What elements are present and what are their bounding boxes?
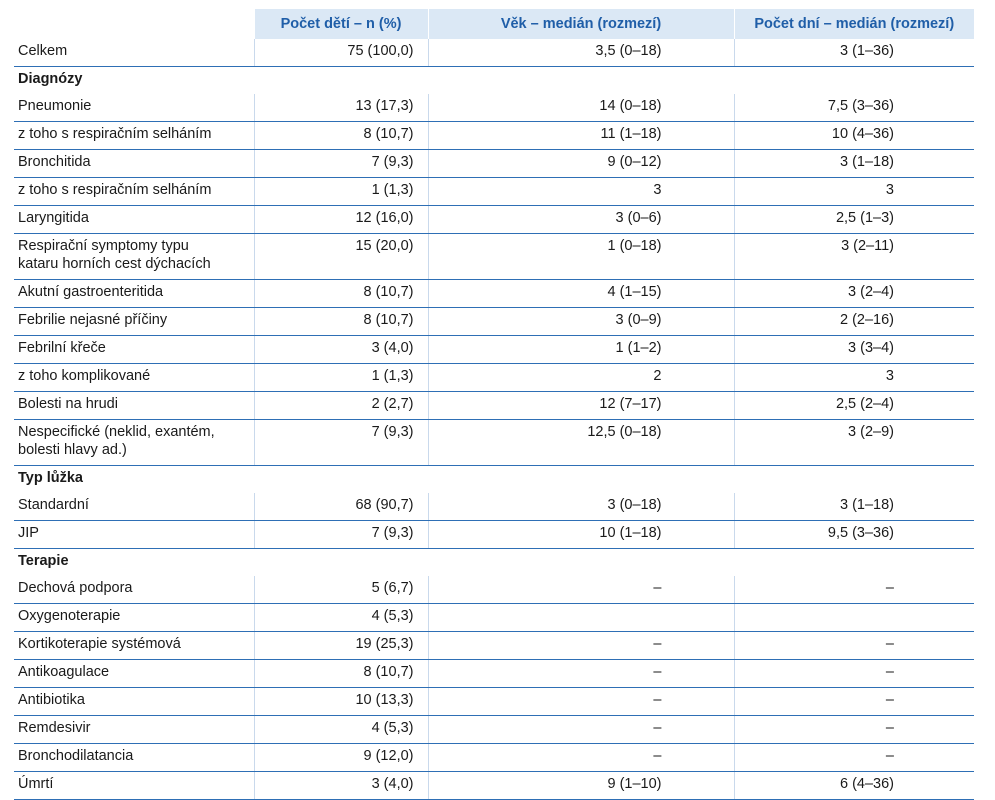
days-cell: 2 (2–16) xyxy=(734,308,974,336)
header-count-column: Počet dětí – n (%) xyxy=(254,9,428,39)
table-row xyxy=(14,420,974,466)
days-cell: 2,5 (2–4) xyxy=(734,392,974,420)
table-row xyxy=(14,94,974,122)
table-row xyxy=(14,280,974,308)
count-cell: 8 (10,7) xyxy=(254,660,428,688)
section-row xyxy=(14,67,974,95)
count-cell: 7 (9,3) xyxy=(254,420,428,466)
count-cell: 9 (12,0) xyxy=(254,744,428,772)
days-cell: 2,5 (1–3) xyxy=(734,206,974,234)
age-cell: 3 (0–9) xyxy=(428,308,734,336)
row-label: Antibiotika xyxy=(14,688,254,716)
age-cell: – xyxy=(428,632,734,660)
days-cell: 7,5 (3–36) xyxy=(734,94,974,122)
age-cell: 3,5 (0–18) xyxy=(428,39,734,67)
row-label: Bronchitida xyxy=(14,150,254,178)
table-row xyxy=(14,716,974,744)
days-cell: 6 (4–36) xyxy=(734,772,974,800)
count-cell: 15 (20,0) xyxy=(254,234,428,280)
section-blank-cell xyxy=(428,466,734,494)
row-label: Bolesti na hrudi xyxy=(14,392,254,420)
row-label-line: bolesti hlavy ad.) xyxy=(18,442,127,458)
age-cell: – xyxy=(428,688,734,716)
count-cell: 10 (13,3) xyxy=(254,688,428,716)
age-cell: 1 (1–2) xyxy=(428,336,734,364)
table-body xyxy=(14,39,974,800)
age-cell: 11 (1–18) xyxy=(428,122,734,150)
days-cell: 3 (2–4) xyxy=(734,280,974,308)
row-label: Kortikoterapie systémová xyxy=(14,632,254,660)
section-blank-cell xyxy=(734,466,974,494)
count-cell: 5 (6,7) xyxy=(254,576,428,604)
row-label: Dechová podpora xyxy=(14,576,254,604)
row-label: Antikoagulace xyxy=(14,660,254,688)
count-cell: 75 (100,0) xyxy=(254,39,428,67)
days-cell: 3 xyxy=(734,364,974,392)
age-cell: 12,5 (0–18) xyxy=(428,420,734,466)
row-label xyxy=(14,420,254,466)
count-cell: 7 (9,3) xyxy=(254,521,428,549)
days-cell: – xyxy=(734,688,974,716)
table-row xyxy=(14,364,974,392)
age-cell: 14 (0–18) xyxy=(428,94,734,122)
age-cell: – xyxy=(428,660,734,688)
age-cell: 12 (7–17) xyxy=(428,392,734,420)
age-cell xyxy=(428,604,734,632)
count-cell: 3 (4,0) xyxy=(254,772,428,800)
table-row xyxy=(14,122,974,150)
days-cell: 9,5 (3–36) xyxy=(734,521,974,549)
age-cell: – xyxy=(428,744,734,772)
age-cell: 10 (1–18) xyxy=(428,521,734,549)
section-row xyxy=(14,549,974,577)
count-cell: 1 (1,3) xyxy=(254,178,428,206)
count-cell: 13 (17,3) xyxy=(254,94,428,122)
count-cell: 8 (10,7) xyxy=(254,122,428,150)
days-cell: 3 (1–18) xyxy=(734,493,974,521)
row-label: Bronchodilatancia xyxy=(14,744,254,772)
row-label: z toho s respiračním selháním xyxy=(14,178,254,206)
days-cell: 3 (2–11) xyxy=(734,234,974,280)
section-row xyxy=(14,466,974,494)
row-label: Pneumonie xyxy=(14,94,254,122)
section-blank-cell xyxy=(734,549,974,577)
days-cell: 10 (4–36) xyxy=(734,122,974,150)
table-row xyxy=(14,493,974,521)
age-cell: 1 (0–18) xyxy=(428,234,734,280)
count-cell: 2 (2,7) xyxy=(254,392,428,420)
count-cell: 4 (5,3) xyxy=(254,716,428,744)
row-label: Celkem xyxy=(14,39,254,67)
age-cell: – xyxy=(428,576,734,604)
table-row xyxy=(14,336,974,364)
table-row xyxy=(14,39,974,67)
table-row xyxy=(14,392,974,420)
table-row xyxy=(14,521,974,549)
section-label: Diagnózy xyxy=(18,71,83,87)
section-blank-cell xyxy=(254,549,428,577)
row-label: Febrilie nejasné příčiny xyxy=(14,308,254,336)
count-cell: 19 (25,3) xyxy=(254,632,428,660)
days-cell: – xyxy=(734,744,974,772)
days-cell: – xyxy=(734,632,974,660)
header-row xyxy=(14,9,974,39)
days-cell: – xyxy=(734,716,974,744)
section-blank-cell xyxy=(428,549,734,577)
table-header xyxy=(14,9,974,39)
table-row xyxy=(14,744,974,772)
section-blank-cell xyxy=(734,67,974,95)
row-label: z toho komplikované xyxy=(14,364,254,392)
table-row xyxy=(14,206,974,234)
section-label: Terapie xyxy=(18,553,69,569)
section-blank-cell xyxy=(428,67,734,95)
row-label: Laryngitida xyxy=(14,206,254,234)
row-label: Oxygenoterapie xyxy=(14,604,254,632)
days-cell: – xyxy=(734,576,974,604)
clinical-summary-table xyxy=(14,9,974,800)
header-age-column: Věk – medián (rozmezí) xyxy=(428,9,734,39)
row-label-line: Nespecifické (neklid, exantém, xyxy=(18,424,215,440)
days-cell: 3 (1–36) xyxy=(734,39,974,67)
row-label: z toho s respiračním selháním xyxy=(14,122,254,150)
header-days-column: Počet dní – medián (rozmezí) xyxy=(734,9,974,39)
days-cell: 3 (3–4) xyxy=(734,336,974,364)
table-row xyxy=(14,576,974,604)
table-row xyxy=(14,178,974,206)
table-row xyxy=(14,688,974,716)
row-label: JIP xyxy=(14,521,254,549)
table-row xyxy=(14,308,974,336)
row-label-line: kataru horních cest dýchacích xyxy=(18,256,211,272)
table-row xyxy=(14,604,974,632)
count-cell: 1 (1,3) xyxy=(254,364,428,392)
count-cell: 8 (10,7) xyxy=(254,308,428,336)
count-cell: 3 (4,0) xyxy=(254,336,428,364)
count-cell: 8 (10,7) xyxy=(254,280,428,308)
header-label-column xyxy=(14,9,254,39)
table-row xyxy=(14,632,974,660)
row-label: Akutní gastroenteritida xyxy=(14,280,254,308)
section-blank-cell xyxy=(254,67,428,95)
row-label: Standardní xyxy=(14,493,254,521)
row-label-line: Respirační symptomy typu xyxy=(18,238,189,254)
age-cell: 4 (1–15) xyxy=(428,280,734,308)
days-cell: 3 (2–9) xyxy=(734,420,974,466)
age-cell: 9 (0–12) xyxy=(428,150,734,178)
table-row xyxy=(14,150,974,178)
age-cell: – xyxy=(428,716,734,744)
row-label: Úmrtí xyxy=(14,772,254,800)
section-label: Typ lůžka xyxy=(18,470,83,486)
age-cell: 2 xyxy=(428,364,734,392)
row-label: Remdesivir xyxy=(14,716,254,744)
days-cell: – xyxy=(734,660,974,688)
age-cell: 9 (1–10) xyxy=(428,772,734,800)
days-cell: 3 xyxy=(734,178,974,206)
days-cell xyxy=(734,604,974,632)
days-cell: 3 (1–18) xyxy=(734,150,974,178)
age-cell: 3 xyxy=(428,178,734,206)
table-row xyxy=(14,234,974,280)
table-row xyxy=(14,772,974,800)
age-cell: 3 (0–6) xyxy=(428,206,734,234)
count-cell: 12 (16,0) xyxy=(254,206,428,234)
age-cell: 3 (0–18) xyxy=(428,493,734,521)
table-row xyxy=(14,660,974,688)
row-label xyxy=(14,234,254,280)
count-cell: 7 (9,3) xyxy=(254,150,428,178)
count-cell: 68 (90,7) xyxy=(254,493,428,521)
row-label: Febrilní křeče xyxy=(14,336,254,364)
section-blank-cell xyxy=(254,466,428,494)
count-cell: 4 (5,3) xyxy=(254,604,428,632)
